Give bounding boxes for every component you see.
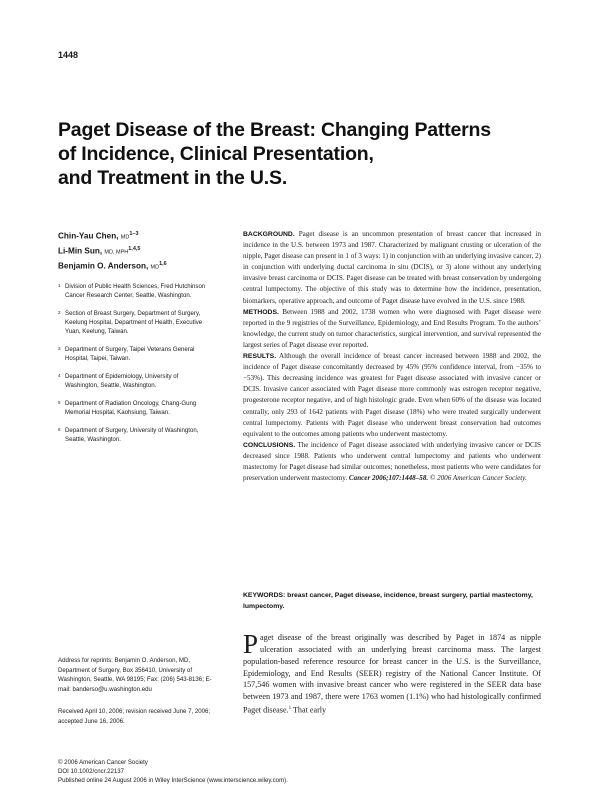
section-text: Between 1988 and 2002, 1738 women who were diagnosed with Paget disease were reported in the 9 registries of the Surveillance, Epidemiology, and End Results Program. To the authors’ knowledge, the current study on tumor characteristics, surgical intervention, and survival represented the largest series of Paget disease ever reported. bbox=[243, 307, 541, 349]
keywords: KEYWORDS: breast cancer, Paget disease, incidence, breast surgery, partial mastectomy, lumpectomy. bbox=[243, 592, 533, 610]
author-affiliation-marks: 1,6 bbox=[159, 261, 167, 268]
title-line: and Treatment in the U.S. bbox=[58, 167, 288, 189]
title-line: of Incidence, Clinical Presentation, bbox=[58, 143, 374, 165]
author-degree: MD bbox=[150, 265, 160, 272]
author-degree: MD, MPH bbox=[104, 249, 129, 256]
affiliation-text: Department of Epidemiology, University of Washington, Seattle, Washington. bbox=[65, 373, 179, 389]
affiliation bbox=[58, 399, 213, 417]
affiliation bbox=[58, 372, 213, 390]
publication-footer bbox=[58, 758, 538, 785]
author bbox=[58, 229, 228, 244]
author bbox=[58, 259, 228, 274]
page-number: 1448 bbox=[58, 50, 79, 60]
affiliation-text: Department of Radiation Oncology, Chang-Gung Memorial Hospital, Kaohsiung, Taiwan. bbox=[65, 400, 197, 416]
affiliation-list bbox=[58, 282, 213, 453]
affiliation-text: Department of Surgery, Taipei Veterans General Hospital, Taipei, Taiwan. bbox=[65, 346, 195, 362]
article-title bbox=[58, 118, 491, 190]
author bbox=[58, 244, 228, 259]
section-text: Although the overall incidence of breast cancer increased between 1988 and 2002, the incidence of Paget disease concomitantly decreased by 45% (95% confidence interval, from −35% to −53%). This decreasing incidence was greatest for Paget disease associated with invasive cancer or DCIS. Invasive cancer associated with Paget disease more commonly was estrogen receptor negative, progesterone receptor negative, and of high histologic grade. Even when 60% of the disease was located centrally, only 293 of 1642 patients with Paget disease (18%) who were treated surgically underwent central lumpectomy. Patients with Paget disease who underwent breast conservation had outcomes equivalent to the outcomes among patients who underwent mastectomy. bbox=[243, 352, 541, 438]
abstract-background bbox=[243, 229, 541, 307]
affiliation-number: 2 bbox=[58, 310, 61, 315]
section-heading: METHODS. bbox=[243, 308, 279, 316]
affiliation-text: Division of Public Health Sciences, Fred Hutchinson Cancer Research Center, Seattle, Washington. bbox=[65, 283, 206, 299]
affiliation-text: Department of Surgery, University of Washington, Seattle, Washington. bbox=[65, 427, 199, 443]
body-text-continued: That early bbox=[291, 705, 327, 715]
author-name: Li-Min Sun, bbox=[58, 246, 103, 256]
section-heading: CONCLUSIONS. bbox=[243, 441, 296, 449]
section-heading: BACKGROUND. bbox=[243, 231, 295, 238]
affiliation-number: 1 bbox=[58, 283, 61, 288]
reprint-address: Address for reprints: Benjamin O. Anderson, MD, Department of Surgery, Box 356410, University of Washington, Seattle, WA 98195; Fax: (206) 543-8136; E-mail: banderso@u.washington.edu bbox=[58, 657, 212, 693]
body-text: aget disease of the breast originally was described by Paget in 1874 as nipple ulceration associated with an underlying breast carcinoma mass. The largest population-based reference resource for breast cancer in the U.S. is the Surveillance, Epidemiology, and End Results (SEER) registry of the National Cancer Institute. Of 157,546 women with invasive breast cancer who were registered in the SEER data base between 1973 and 1987, there were 1763 women (1.1%) who had histologically confirmed Paget disease. bbox=[243, 633, 541, 715]
affiliation bbox=[58, 309, 213, 336]
author-affiliation-marks: 1,4,5 bbox=[128, 246, 141, 253]
citation-reference: 2006;107:1448–58. bbox=[371, 474, 429, 483]
affiliation bbox=[58, 282, 213, 300]
affiliation-number: 3 bbox=[58, 346, 61, 351]
affiliation-number: 5 bbox=[58, 400, 61, 405]
section-text: The incidence of Paget disease associated with underlying invasive cancer or DCIS decreased since 1988. Patients who underwent central lumpectomy and patients who underwent mastectomy for Paget disease had similar outcomes; nonetheless, most patients who were candidates for preservation underwent mastectomy. bbox=[243, 440, 542, 483]
drop-cap: P bbox=[243, 629, 259, 659]
title-line: Paget Disease of the Breast: Changing Patterns bbox=[58, 119, 491, 141]
footer-published: Published online 24 August 2006 in Wiley InterScience (www.interscience.wiley.com). bbox=[58, 777, 288, 785]
affiliation-number: 4 bbox=[58, 373, 61, 378]
abstract-methods bbox=[243, 307, 541, 351]
citation-journal: Cancer bbox=[348, 474, 371, 483]
affiliation bbox=[58, 345, 213, 363]
author-name: Benjamin O. Anderson, bbox=[58, 262, 149, 272]
abstract bbox=[243, 229, 541, 484]
section-text: Paget disease is an uncommon presentation of breast cancer that increased in incidence in the U.S. between 1973 and 1987. Characterized by malignant crusting or ulceration of the nipple, Paget disease can present in 1 of 3 ways: 1) in conjunction with an underlying invasive cancer, 2) in conjunction with underlying ductal carcinoma in situ (DCIS), or 3) alone without any underlying invasive breast carcinoma or DCIS. Paget disease can be treated with breast conservation by undergoing central lumpectomy. The objective of this study was to determine how the incidence, presentation, biomarkers, operative approach, and outcome of Paget disease have evolved in the U.S. since 1988. bbox=[243, 230, 541, 305]
abstract-results bbox=[243, 351, 541, 440]
citation-copyright: © 2006 American Cancer Society. bbox=[429, 474, 527, 483]
footer-doi: DOI 10.1002/cncr.22137 bbox=[58, 768, 125, 776]
affiliation-number: 6 bbox=[58, 427, 61, 432]
section-heading: RESULTS. bbox=[243, 353, 277, 361]
author-degree: MD bbox=[120, 234, 130, 241]
author-list bbox=[58, 229, 228, 275]
author-affiliation-marks: 1–3 bbox=[129, 231, 139, 237]
reference-mark[interactable]: 1 bbox=[288, 706, 292, 712]
body-paragraph bbox=[243, 629, 541, 717]
received-dates: Received April 10, 2006; revision received June 7, 2006; accepted June 16, 2006. bbox=[58, 708, 211, 725]
affiliation bbox=[58, 426, 213, 444]
footer-copyright: © 2006 American Cancer Society bbox=[58, 759, 148, 766]
affiliation-text: Section of Breast Surgery, Department of Surgery, Keelung Hospital, Department of Health, Executive Yuan, Keelung, Taiwan. bbox=[65, 310, 203, 335]
abstract-conclusions bbox=[243, 440, 541, 484]
author-name: Chin-Yau Chen, bbox=[58, 231, 119, 241]
